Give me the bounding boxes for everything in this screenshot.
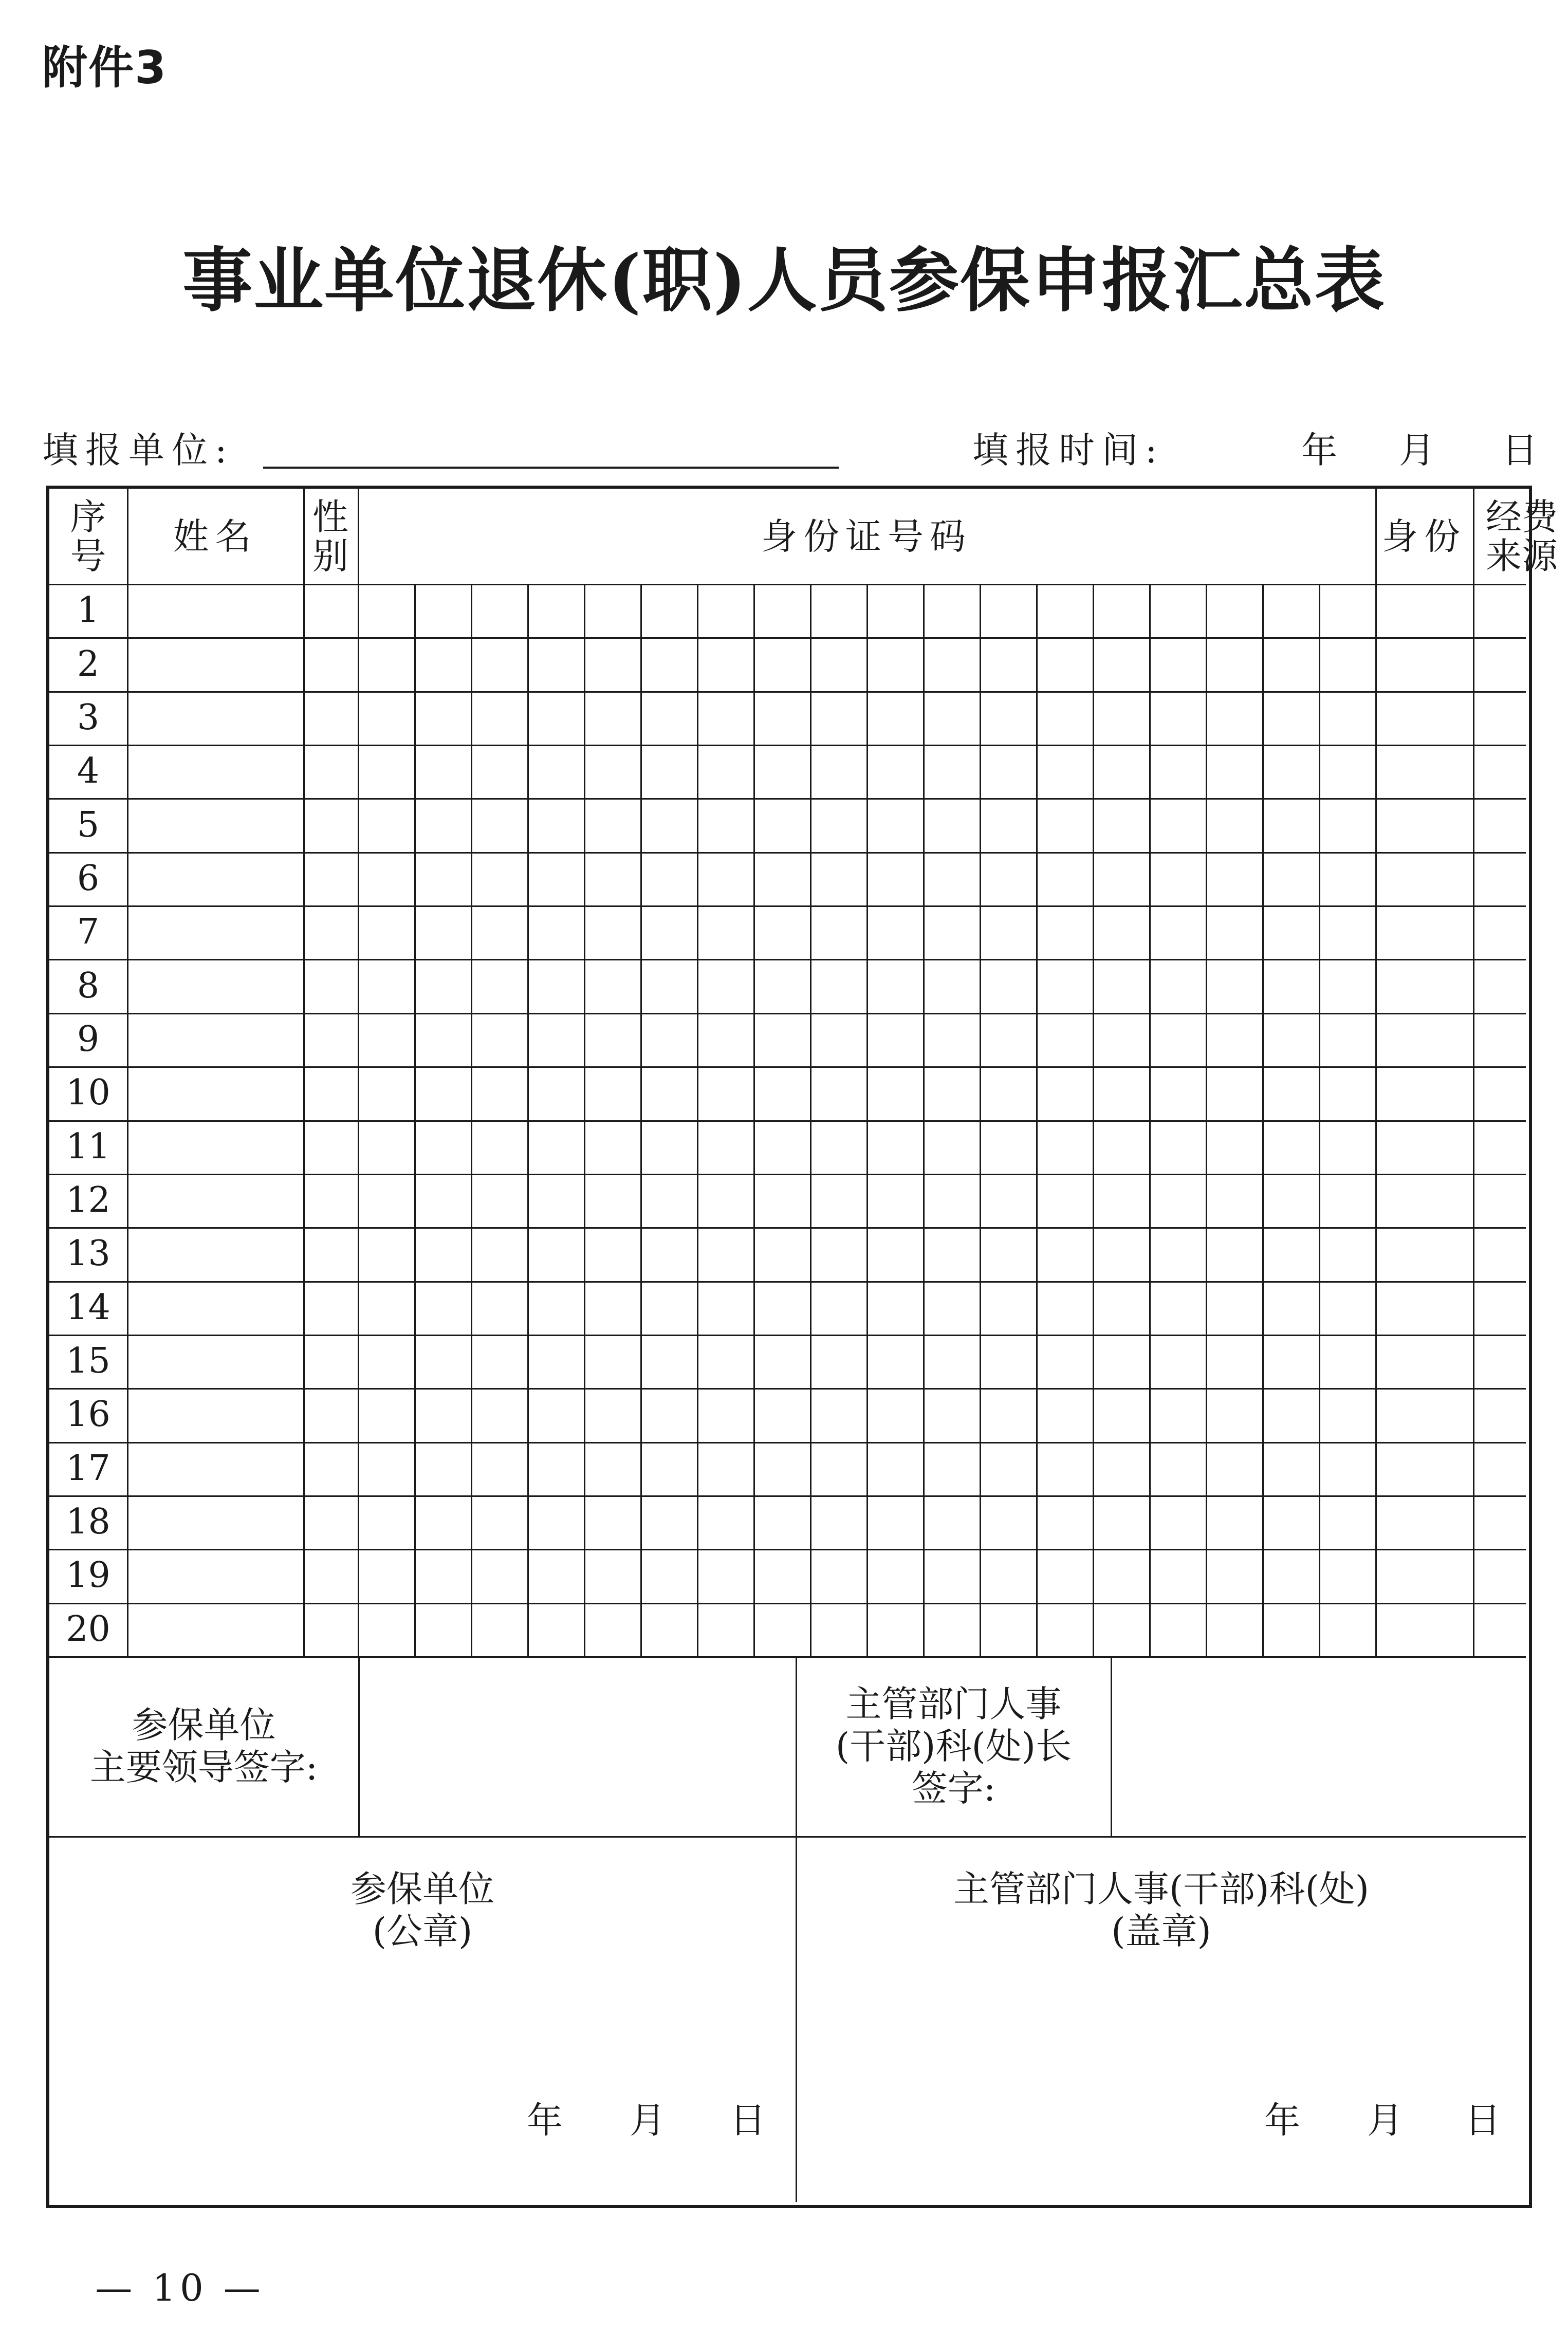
- row-number: 5: [77, 804, 100, 845]
- unit-leader-signature-field[interactable]: [360, 1656, 796, 1836]
- dept-seal-month: 月: [1367, 2099, 1403, 2141]
- row-divider: [49, 637, 1526, 639]
- row-number: 1: [77, 590, 100, 631]
- dept-seal-day: 日: [1465, 2099, 1501, 2141]
- col-divider-seq: [127, 489, 128, 1656]
- row-divider: [49, 1495, 1526, 1497]
- row-divider: [49, 959, 1526, 960]
- unit-seal-month: 月: [630, 2099, 666, 2141]
- row-divider: [49, 584, 1526, 585]
- header-id-number: 身份证号码: [761, 515, 972, 558]
- row-divider: [49, 1066, 1526, 1068]
- id-digit-divider: [1319, 584, 1320, 1656]
- row-divider: [49, 1335, 1526, 1336]
- row-number: 13: [66, 1233, 110, 1274]
- id-digit-divider: [1149, 584, 1151, 1656]
- row-divider: [49, 1227, 1526, 1229]
- row-divider: [49, 745, 1526, 746]
- id-digit-divider: [471, 584, 472, 1656]
- attachment-label: 附件3: [42, 41, 168, 94]
- row-number: 14: [66, 1287, 110, 1328]
- header-name: 姓名: [173, 515, 257, 558]
- row-divider: [49, 1013, 1526, 1014]
- row-number: 11: [66, 1126, 110, 1167]
- header-identity: 身份: [1382, 515, 1466, 558]
- row-divider: [49, 1281, 1526, 1283]
- row-number: 17: [66, 1448, 110, 1489]
- row-divider: [49, 1120, 1526, 1122]
- row-number: 3: [77, 697, 100, 738]
- row-divider: [49, 691, 1526, 693]
- id-digit-divider: [1036, 584, 1038, 1656]
- summary-table: [46, 486, 1558, 2205]
- dept-head-signature-label: 主管部门人事 (干部)科(处)长 签字:: [835, 1683, 1072, 1809]
- row-number: 9: [77, 1019, 100, 1060]
- id-digit-divider: [980, 584, 981, 1656]
- row-number: 6: [77, 858, 100, 899]
- fill-time-label: 填报时间:: [972, 429, 1165, 471]
- row-number: 8: [77, 965, 100, 1006]
- id-digit-divider: [1262, 584, 1264, 1656]
- row-number: 10: [66, 1072, 110, 1114]
- header-fund-source: 经费 来源: [1486, 495, 1558, 577]
- dept-seal-year: 年: [1264, 2099, 1300, 2141]
- unit-seal-day: 日: [730, 2099, 766, 2141]
- signature-divider: [49, 1836, 1526, 1838]
- dept-seal-label: 主管部门人事(干部)科(处) (盖章): [953, 1868, 1370, 1952]
- row-divider: [49, 1549, 1526, 1550]
- row-divider: [49, 852, 1526, 854]
- id-digit-divider: [866, 584, 868, 1656]
- row-number: 16: [66, 1394, 110, 1435]
- header-gender: 性 别: [312, 495, 348, 577]
- row-divider: [49, 1174, 1526, 1175]
- col-divider-name: [303, 489, 305, 1656]
- id-digit-divider: [584, 584, 585, 1656]
- id-digit-divider: [1206, 584, 1207, 1656]
- id-digit-divider: [697, 584, 698, 1656]
- row-divider: [49, 1442, 1526, 1443]
- fill-year-label: 年: [1301, 429, 1344, 471]
- id-digit-divider: [810, 584, 811, 1656]
- fill-info-row: [42, 421, 1545, 473]
- row-number: 12: [66, 1180, 110, 1221]
- id-digit-divider: [1093, 584, 1094, 1656]
- fill-month-label: 月: [1399, 429, 1442, 471]
- unit-seal-label: 参保单位 (公章): [351, 1868, 494, 1952]
- fill-unit-label: 填报单位:: [42, 429, 234, 471]
- row-number: 20: [66, 1608, 110, 1650]
- header-seq: 序 号: [70, 495, 106, 577]
- id-digit-divider: [640, 584, 642, 1656]
- row-divider: [49, 798, 1526, 800]
- col-divider-gender: [358, 489, 359, 1656]
- row-divider: [49, 1603, 1526, 1604]
- row-number: 15: [66, 1341, 110, 1382]
- row-number: 4: [77, 751, 100, 792]
- id-digit-divider: [923, 584, 925, 1656]
- id-digit-divider: [414, 584, 416, 1656]
- unit-seal-year: 年: [527, 2099, 563, 2141]
- fill-day-label: 日: [1502, 429, 1545, 471]
- col-divider-id: [1375, 489, 1377, 1656]
- unit-leader-signature-label: 参保单位 主要领导签字:: [89, 1704, 318, 1788]
- row-divider: [49, 905, 1526, 907]
- fill-unit-field[interactable]: [263, 467, 839, 469]
- col-divider-identity: [1473, 489, 1474, 1656]
- form-title: 事业单位退休(职)人员参保申报汇总表: [182, 239, 1386, 322]
- row-number: 7: [77, 912, 100, 953]
- page-number: — 10 —: [95, 2266, 265, 2309]
- row-number: 18: [66, 1502, 110, 1543]
- id-digit-divider: [527, 584, 529, 1656]
- id-digit-divider: [753, 584, 755, 1656]
- dept-head-signature-field[interactable]: [1112, 1656, 1526, 1836]
- row-number: 19: [66, 1555, 110, 1596]
- row-number: 2: [77, 643, 100, 684]
- row-divider: [49, 1388, 1526, 1390]
